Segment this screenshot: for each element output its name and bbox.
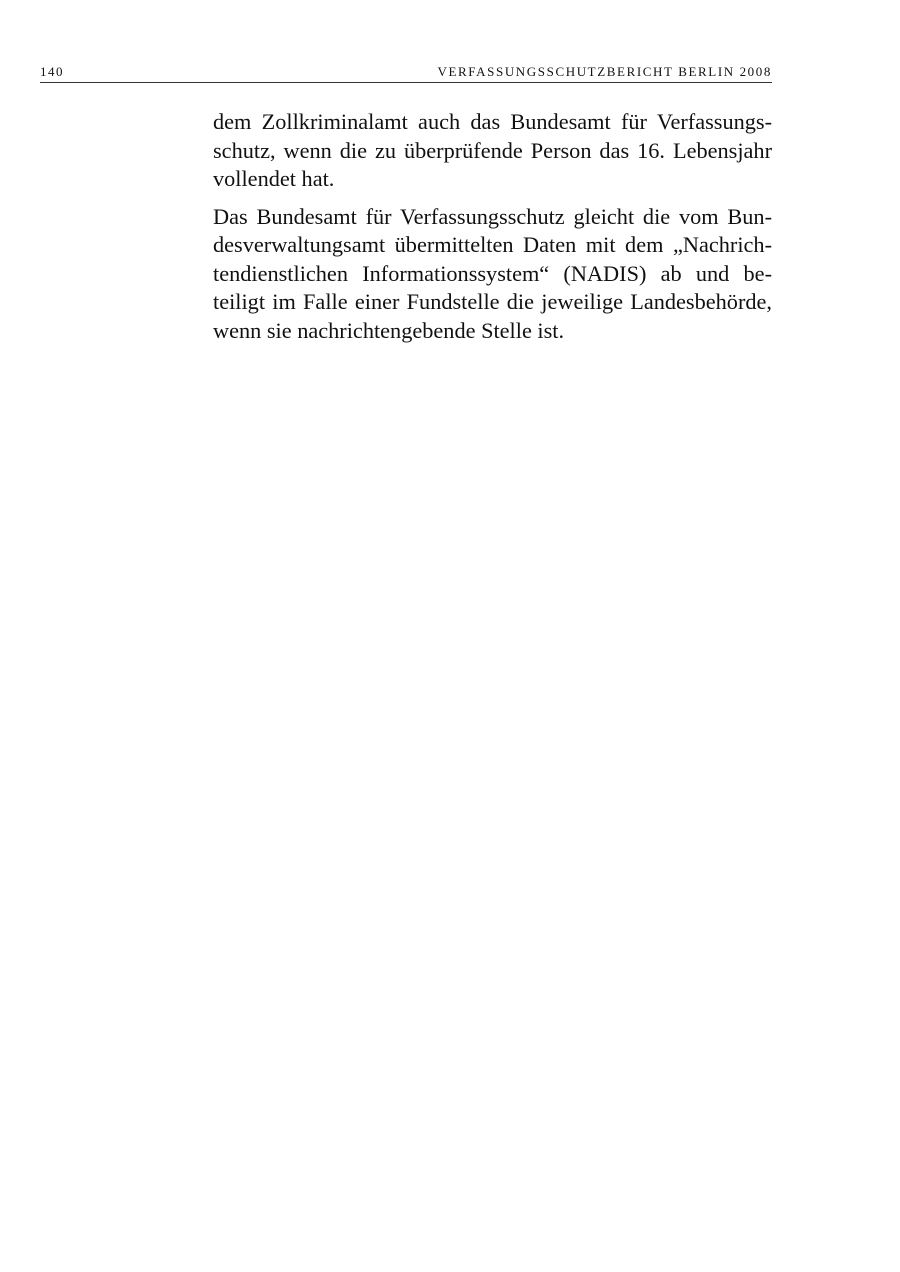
text-line: schutz, wenn die zu überprüfende Person das 16. Lebensjahr <box>213 137 772 163</box>
text-line: dem Zollkriminalamt auch das Bundesamt für Verfassungs- <box>213 109 772 134</box>
text-line: tendienstlichen Informationssystem“ (NADIS) ab und be- <box>213 260 772 286</box>
running-header-title: VERFASSUNGSSCHUTZBERICHT BERLIN 2008 <box>437 64 772 79</box>
text-line: wenn sie nachrichtengebende Stelle ist. <box>213 317 565 343</box>
text-line: vollendet hat. <box>213 166 335 191</box>
page-number: 140 <box>40 64 64 79</box>
paragraph-1 <box>213 108 772 194</box>
body-text <box>213 108 772 345</box>
text-line: desverwaltungsamt übermittelten Daten mit dem „Nachrich- <box>213 232 772 257</box>
paragraph-2 <box>213 203 772 346</box>
text-line: teiligt im Falle einer Fundstelle die jeweilige Landesbehörde, <box>213 289 772 314</box>
text-line: Das Bundesamt für Verfassungsschutz gleicht die vom Bun- <box>213 203 772 229</box>
running-header <box>40 62 772 83</box>
